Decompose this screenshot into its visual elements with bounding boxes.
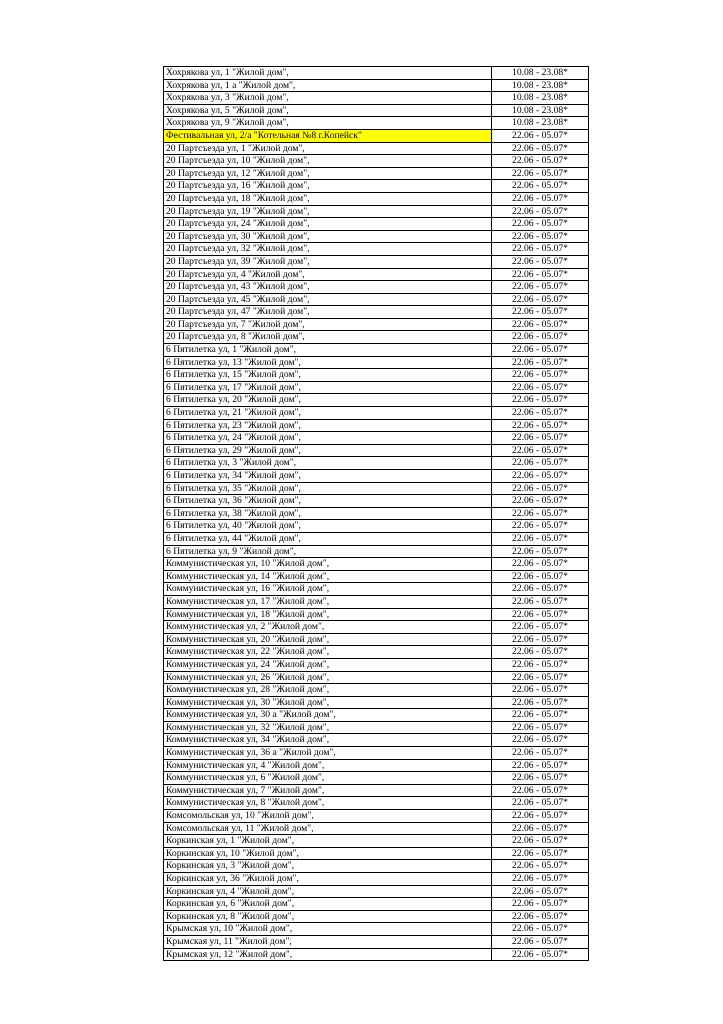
period-cell: 22.06 - 05.07*	[492, 470, 589, 483]
address-cell: 20 Партсъезда ул, 19 "Жилой дом",	[164, 205, 492, 218]
period-cell: 22.06 - 05.07*	[492, 495, 589, 508]
address-cell: Коркинская ул, 10 "Жилой дом",	[164, 847, 492, 860]
table-row	[164, 696, 589, 709]
table-row	[164, 155, 589, 168]
address-cell: 6 Пятилетка ул, 40 "Жилой дом",	[164, 520, 492, 533]
period-cell: 22.06 - 05.07*	[492, 633, 589, 646]
table-row	[164, 394, 589, 407]
table-row	[164, 369, 589, 382]
address-cell: 20 Партсъезда ул, 45 "Жилой дом",	[164, 293, 492, 306]
table-row	[164, 860, 589, 873]
address-cell: Фестивальная ул, 2/а "Котельная №8 г.Копейск"	[164, 129, 492, 142]
table-row	[164, 167, 589, 180]
period-cell: 10.08 - 23.08*	[492, 117, 589, 130]
table-row	[164, 205, 589, 218]
table-row	[164, 331, 589, 344]
address-cell: 20 Партсъезда ул, 30 "Жилой дом",	[164, 230, 492, 243]
table-row	[164, 772, 589, 785]
address-cell: 6 Пятилетка ул, 21 "Жилой дом",	[164, 407, 492, 420]
table-row	[164, 495, 589, 508]
period-cell: 22.06 - 05.07*	[492, 595, 589, 608]
address-cell: Коммунистическая ул, 4 "Жилой дом",	[164, 759, 492, 772]
address-cell: Коммунистическая ул, 14 "Жилой дом",	[164, 570, 492, 583]
period-cell: 10.08 - 23.08*	[492, 79, 589, 92]
period-cell: 22.06 - 05.07*	[492, 658, 589, 671]
period-cell: 22.06 - 05.07*	[492, 369, 589, 382]
period-cell: 22.06 - 05.07*	[492, 142, 589, 155]
table-row	[164, 621, 589, 634]
period-cell: 22.06 - 05.07*	[492, 532, 589, 545]
period-cell: 22.06 - 05.07*	[492, 860, 589, 873]
period-cell: 22.06 - 05.07*	[492, 218, 589, 231]
address-cell: Крымская ул, 12 "Жилой дом",	[164, 948, 492, 961]
table-row	[164, 243, 589, 256]
address-cell: 20 Партсъезда ул, 1 "Жилой дом",	[164, 142, 492, 155]
address-cell: Коммунистическая ул, 32 "Жилой дом",	[164, 721, 492, 734]
table-row	[164, 230, 589, 243]
address-cell: Коммунистическая ул, 34 "Жилой дом",	[164, 734, 492, 747]
address-cell: Комсомольская ул, 10 "Жилой дом",	[164, 810, 492, 823]
period-cell: 22.06 - 05.07*	[492, 847, 589, 860]
table-row	[164, 180, 589, 193]
address-cell: 20 Партсъезда ул, 18 "Жилой дом",	[164, 192, 492, 205]
period-cell: 22.06 - 05.07*	[492, 545, 589, 558]
table-row	[164, 759, 589, 772]
period-cell: 22.06 - 05.07*	[492, 482, 589, 495]
table-row	[164, 948, 589, 961]
address-cell: 20 Партсъезда ул, 47 "Жилой дом",	[164, 306, 492, 319]
table-row	[164, 532, 589, 545]
period-cell: 22.06 - 05.07*	[492, 268, 589, 281]
period-cell: 22.06 - 05.07*	[492, 419, 589, 432]
period-cell: 22.06 - 05.07*	[492, 935, 589, 948]
table-row	[164, 847, 589, 860]
table-row	[164, 646, 589, 659]
address-cell: 20 Партсъезда ул, 16 "Жилой дом",	[164, 180, 492, 193]
address-cell: Крымская ул, 11 "Жилой дом",	[164, 935, 492, 948]
period-cell: 22.06 - 05.07*	[492, 457, 589, 470]
period-cell: 22.06 - 05.07*	[492, 810, 589, 823]
address-cell: 6 Пятилетка ул, 13 "Жилой дом",	[164, 356, 492, 369]
table-row	[164, 520, 589, 533]
address-cell: 20 Партсъезда ул, 4 "Жилой дом",	[164, 268, 492, 281]
address-cell: Коммунистическая ул, 6 "Жилой дом",	[164, 772, 492, 785]
table-row	[164, 444, 589, 457]
address-cell: Коммунистическая ул, 16 "Жилой дом",	[164, 583, 492, 596]
period-cell: 22.06 - 05.07*	[492, 192, 589, 205]
period-cell: 22.06 - 05.07*	[492, 558, 589, 571]
address-cell: 6 Пятилетка ул, 44 "Жилой дом",	[164, 532, 492, 545]
address-cell: Коммунистическая ул, 17 "Жилой дом",	[164, 595, 492, 608]
address-cell: 6 Пятилетка ул, 24 "Жилой дом",	[164, 432, 492, 445]
table-row	[164, 419, 589, 432]
address-cell: Коммунистическая ул, 22 "Жилой дом",	[164, 646, 492, 659]
table-row	[164, 784, 589, 797]
table-row	[164, 935, 589, 948]
table-row	[164, 608, 589, 621]
outage-schedule-table	[163, 66, 589, 961]
period-cell: 22.06 - 05.07*	[492, 709, 589, 722]
period-cell: 22.06 - 05.07*	[492, 344, 589, 357]
period-cell: 22.06 - 05.07*	[492, 281, 589, 294]
address-cell: Коркинская ул, 6 "Жилой дом",	[164, 898, 492, 911]
address-cell: Крымская ул, 10 "Жилой дом",	[164, 923, 492, 936]
address-cell: 20 Партсъезда ул, 32 "Жилой дом",	[164, 243, 492, 256]
table-row	[164, 558, 589, 571]
period-cell: 22.06 - 05.07*	[492, 394, 589, 407]
period-cell: 22.06 - 05.07*	[492, 671, 589, 684]
table-row	[164, 344, 589, 357]
address-cell: Хохрякова ул, 9 "Жилой дом",	[164, 117, 492, 130]
period-cell: 10.08 - 23.08*	[492, 104, 589, 117]
table-row	[164, 356, 589, 369]
period-cell: 22.06 - 05.07*	[492, 583, 589, 596]
table-row	[164, 482, 589, 495]
period-cell: 22.06 - 05.07*	[492, 520, 589, 533]
table-row	[164, 407, 589, 420]
period-cell: 22.06 - 05.07*	[492, 167, 589, 180]
period-cell: 22.06 - 05.07*	[492, 356, 589, 369]
period-cell: 22.06 - 05.07*	[492, 873, 589, 886]
table-row	[164, 910, 589, 923]
address-cell: 6 Пятилетка ул, 1 "Жилой дом",	[164, 344, 492, 357]
address-cell: Коммунистическая ул, 26 "Жилой дом",	[164, 671, 492, 684]
address-cell: Хохрякова ул, 1 "Жилой дом",	[164, 67, 492, 80]
period-cell: 22.06 - 05.07*	[492, 721, 589, 734]
address-cell: Хохрякова ул, 5 "Жилой дом",	[164, 104, 492, 117]
table-row	[164, 79, 589, 92]
table-row	[164, 747, 589, 760]
address-cell: 20 Партсъезда ул, 39 "Жилой дом",	[164, 255, 492, 268]
address-cell: Коммунистическая ул, 36 а "Жилой дом",	[164, 747, 492, 760]
period-cell: 22.06 - 05.07*	[492, 381, 589, 394]
address-cell: Коркинская ул, 3 "Жилой дом",	[164, 860, 492, 873]
table-row	[164, 432, 589, 445]
address-cell: 20 Партсъезда ул, 43 "Жилой дом",	[164, 281, 492, 294]
table-row	[164, 835, 589, 848]
address-cell: 6 Пятилетка ул, 35 "Жилой дом",	[164, 482, 492, 495]
table-row	[164, 709, 589, 722]
address-cell: Коммунистическая ул, 30 "Жилой дом",	[164, 696, 492, 709]
address-cell: 20 Партсъезда ул, 24 "Жилой дом",	[164, 218, 492, 231]
table-row	[164, 470, 589, 483]
table-row	[164, 684, 589, 697]
table-row	[164, 192, 589, 205]
table-row	[164, 583, 589, 596]
table-row	[164, 268, 589, 281]
schedule-table-body	[164, 67, 589, 961]
address-cell: Коммунистическая ул, 8 "Жилой дом",	[164, 797, 492, 810]
table-row	[164, 67, 589, 80]
table-row	[164, 570, 589, 583]
period-cell: 22.06 - 05.07*	[492, 306, 589, 319]
period-cell: 22.06 - 05.07*	[492, 570, 589, 583]
address-cell: Хохрякова ул, 1 а "Жилой дом",	[164, 79, 492, 92]
address-cell: Коммунистическая ул, 30 а "Жилой дом",	[164, 709, 492, 722]
period-cell: 22.06 - 05.07*	[492, 621, 589, 634]
period-cell: 22.06 - 05.07*	[492, 948, 589, 961]
period-cell: 22.06 - 05.07*	[492, 230, 589, 243]
period-cell: 22.06 - 05.07*	[492, 129, 589, 142]
table-row	[164, 104, 589, 117]
period-cell: 22.06 - 05.07*	[492, 646, 589, 659]
period-cell: 22.06 - 05.07*	[492, 734, 589, 747]
table-row	[164, 734, 589, 747]
table-row	[164, 671, 589, 684]
period-cell: 22.06 - 05.07*	[492, 243, 589, 256]
period-cell: 22.06 - 05.07*	[492, 331, 589, 344]
address-cell: Комсомольская ул, 11 "Жилой дом",	[164, 822, 492, 835]
period-cell: 22.06 - 05.07*	[492, 444, 589, 457]
table-row	[164, 545, 589, 558]
table-row	[164, 797, 589, 810]
address-cell: 20 Партсъезда ул, 7 "Жилой дом",	[164, 318, 492, 331]
period-cell: 22.06 - 05.07*	[492, 180, 589, 193]
table-row	[164, 117, 589, 130]
period-cell: 22.06 - 05.07*	[492, 155, 589, 168]
address-cell: 6 Пятилетка ул, 34 "Жилой дом",	[164, 470, 492, 483]
table-row	[164, 281, 589, 294]
period-cell: 22.06 - 05.07*	[492, 747, 589, 760]
period-cell: 10.08 - 23.08*	[492, 92, 589, 105]
table-row	[164, 873, 589, 886]
address-cell: Коммунистическая ул, 7 "Жилой дом",	[164, 784, 492, 797]
table-row	[164, 381, 589, 394]
address-cell: Коркинская ул, 1 "Жилой дом",	[164, 835, 492, 848]
period-cell: 22.06 - 05.07*	[492, 293, 589, 306]
period-cell: 22.06 - 05.07*	[492, 885, 589, 898]
address-cell: Коркинская ул, 36 "Жилой дом",	[164, 873, 492, 886]
table-row	[164, 293, 589, 306]
address-cell: 6 Пятилетка ул, 36 "Жилой дом",	[164, 495, 492, 508]
period-cell: 22.06 - 05.07*	[492, 784, 589, 797]
table-row	[164, 92, 589, 105]
address-cell: Коммунистическая ул, 2 "Жилой дом",	[164, 621, 492, 634]
address-cell: Коркинская ул, 8 "Жилой дом",	[164, 910, 492, 923]
period-cell: 22.06 - 05.07*	[492, 407, 589, 420]
address-cell: Коммунистическая ул, 24 "Жилой дом",	[164, 658, 492, 671]
period-cell: 22.06 - 05.07*	[492, 822, 589, 835]
address-cell: 6 Пятилетка ул, 29 "Жилой дом",	[164, 444, 492, 457]
table-row	[164, 142, 589, 155]
address-cell: 6 Пятилетка ул, 38 "Жилой дом",	[164, 507, 492, 520]
period-cell: 22.06 - 05.07*	[492, 759, 589, 772]
table-row	[164, 721, 589, 734]
table-row	[164, 885, 589, 898]
address-cell: 6 Пятилетка ул, 23 "Жилой дом",	[164, 419, 492, 432]
table-row	[164, 898, 589, 911]
address-cell: 6 Пятилетка ул, 15 "Жилой дом",	[164, 369, 492, 382]
address-cell: Коммунистическая ул, 10 "Жилой дом",	[164, 558, 492, 571]
address-cell: 20 Партсъезда ул, 10 "Жилой дом",	[164, 155, 492, 168]
address-cell: 20 Партсъезда ул, 12 "Жилой дом",	[164, 167, 492, 180]
period-cell: 22.06 - 05.07*	[492, 684, 589, 697]
period-cell: 22.06 - 05.07*	[492, 507, 589, 520]
period-cell: 10.08 - 23.08*	[492, 67, 589, 80]
period-cell: 22.06 - 05.07*	[492, 205, 589, 218]
table-row	[164, 255, 589, 268]
address-cell: Коммунистическая ул, 18 "Жилой дом",	[164, 608, 492, 621]
period-cell: 22.06 - 05.07*	[492, 255, 589, 268]
period-cell: 22.06 - 05.07*	[492, 835, 589, 848]
address-cell: 20 Партсъезда ул, 8 "Жилой дом",	[164, 331, 492, 344]
table-row	[164, 810, 589, 823]
address-cell: 6 Пятилетка ул, 9 "Жилой дом",	[164, 545, 492, 558]
address-cell: Коммунистическая ул, 20 "Жилой дом",	[164, 633, 492, 646]
period-cell: 22.06 - 05.07*	[492, 797, 589, 810]
address-cell: 6 Пятилетка ул, 20 "Жилой дом",	[164, 394, 492, 407]
address-cell: Коркинская ул, 4 "Жилой дом",	[164, 885, 492, 898]
table-row	[164, 822, 589, 835]
period-cell: 22.06 - 05.07*	[492, 432, 589, 445]
table-row	[164, 218, 589, 231]
period-cell: 22.06 - 05.07*	[492, 608, 589, 621]
period-cell: 22.06 - 05.07*	[492, 318, 589, 331]
period-cell: 22.06 - 05.07*	[492, 772, 589, 785]
table-row	[164, 507, 589, 520]
table-row	[164, 306, 589, 319]
table-row	[164, 129, 589, 142]
address-cell: Коммунистическая ул, 28 "Жилой дом",	[164, 684, 492, 697]
period-cell: 22.06 - 05.07*	[492, 696, 589, 709]
address-cell: Хохрякова ул, 3 "Жилой дом",	[164, 92, 492, 105]
address-cell: 6 Пятилетка ул, 3 "Жилой дом",	[164, 457, 492, 470]
period-cell: 22.06 - 05.07*	[492, 910, 589, 923]
table-row	[164, 633, 589, 646]
table-row	[164, 318, 589, 331]
period-cell: 22.06 - 05.07*	[492, 923, 589, 936]
table-row	[164, 595, 589, 608]
table-row	[164, 658, 589, 671]
address-cell: 6 Пятилетка ул, 17 "Жилой дом",	[164, 381, 492, 394]
table-row	[164, 457, 589, 470]
period-cell: 22.06 - 05.07*	[492, 898, 589, 911]
table-row	[164, 923, 589, 936]
